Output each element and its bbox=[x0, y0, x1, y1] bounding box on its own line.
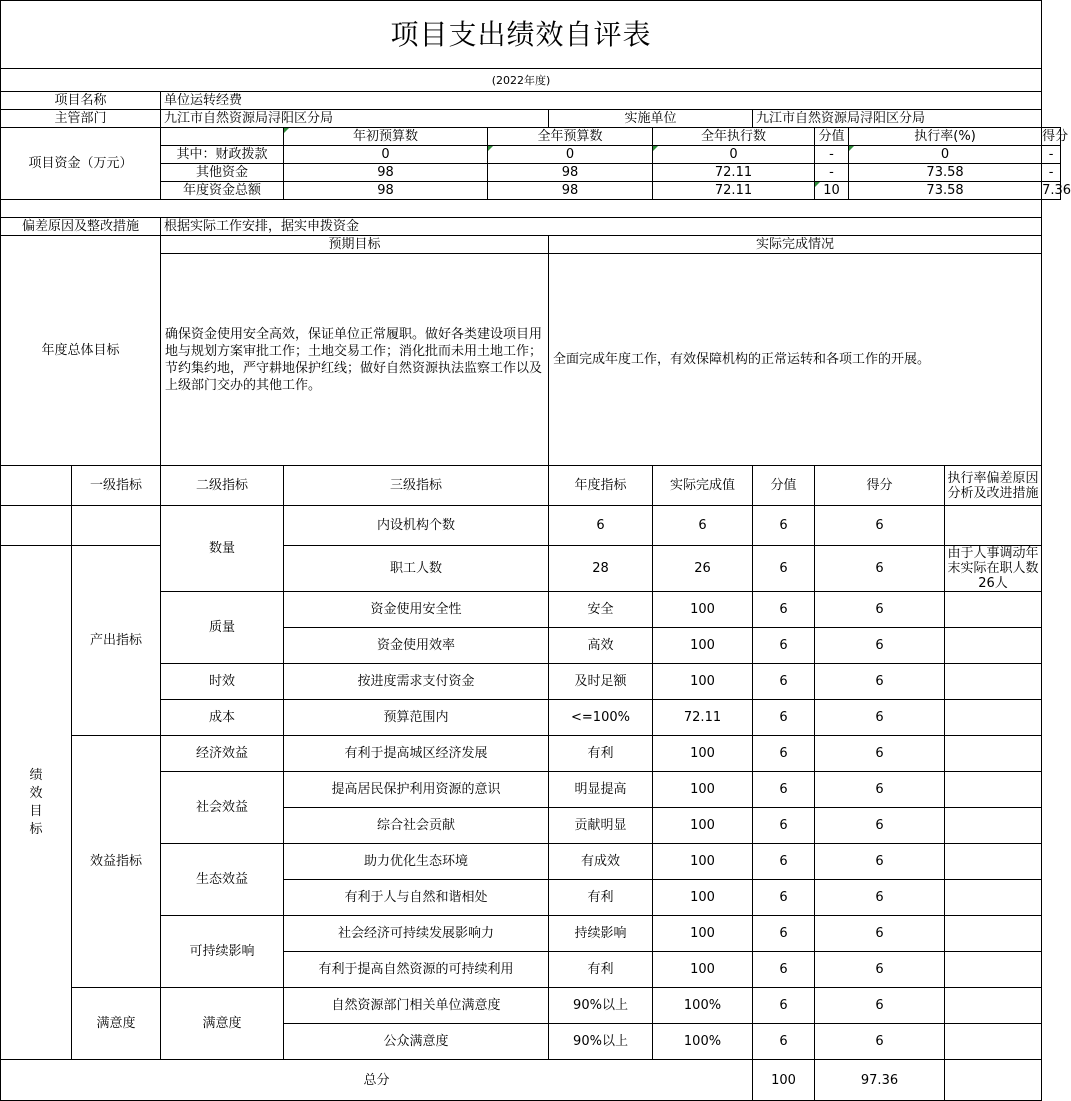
actual-value: 100% bbox=[653, 988, 753, 1024]
total-score: 100 bbox=[753, 1060, 815, 1101]
indicator-header-blank bbox=[1, 466, 72, 506]
annual-target: 及时足额 bbox=[549, 664, 653, 700]
annual-target: 高效 bbox=[549, 628, 653, 664]
funds-cell: 98 bbox=[284, 164, 488, 182]
total-got: 97.36 bbox=[815, 1060, 945, 1101]
indicator-header: 执行率偏差原因分析及改进措施 bbox=[945, 466, 1042, 506]
indicator-header: 实际完成值 bbox=[653, 466, 753, 506]
total-note bbox=[945, 1060, 1042, 1101]
deviation-note bbox=[945, 506, 1042, 546]
funds-cell: 72.11 bbox=[653, 182, 815, 200]
deviation-note: 由于人事调动年末实际在职人数26人 bbox=[945, 546, 1042, 592]
got-value: 6 bbox=[815, 546, 945, 592]
annual-target: 有利 bbox=[549, 952, 653, 988]
indicator-header: 三级指标 bbox=[284, 466, 549, 506]
actual-result-header: 实际完成情况 bbox=[549, 236, 1042, 254]
funds-row-label: 其中：财政拨款 bbox=[161, 146, 284, 164]
deviation-note bbox=[945, 808, 1042, 844]
got-value: 6 bbox=[815, 880, 945, 916]
spacer-row bbox=[1, 200, 1042, 218]
l3-label: 有利于提高城区经济发展 bbox=[284, 736, 549, 772]
score-value: 6 bbox=[753, 592, 815, 628]
score-value: 6 bbox=[753, 988, 815, 1024]
funds-cell: 0 bbox=[653, 146, 815, 164]
l2-quantity: 数量 bbox=[161, 506, 284, 592]
l3-label: 公众满意度 bbox=[284, 1024, 549, 1060]
actual-value: 100 bbox=[653, 664, 753, 700]
funds-cell: - bbox=[815, 164, 849, 182]
total-label: 总分 bbox=[1, 1060, 753, 1101]
l3-label: 社会经济可持续发展影响力 bbox=[284, 916, 549, 952]
funds-label: 项目资金（万元） bbox=[1, 128, 161, 200]
got-value: 6 bbox=[815, 628, 945, 664]
got-value: 6 bbox=[815, 592, 945, 628]
annual-target: 90%以上 bbox=[549, 988, 653, 1024]
l2-social: 社会效益 bbox=[161, 772, 284, 844]
deviation-note bbox=[945, 628, 1042, 664]
deviation-note bbox=[945, 772, 1042, 808]
score-value: 6 bbox=[753, 628, 815, 664]
annual-target: 28 bbox=[549, 546, 653, 592]
indicator-header: 得分 bbox=[815, 466, 945, 506]
deviation-note bbox=[945, 844, 1042, 880]
annual-target: 持续影响 bbox=[549, 916, 653, 952]
l1-satisfaction: 满意度 bbox=[72, 988, 161, 1060]
got-value: 6 bbox=[815, 506, 945, 546]
funds-header: 年初预算数 bbox=[284, 128, 488, 146]
funds-header: 执行率(%) bbox=[849, 128, 1042, 146]
funds-cell: - bbox=[815, 146, 849, 164]
got-value: 6 bbox=[815, 772, 945, 808]
annual-target: 有利 bbox=[549, 880, 653, 916]
score-value: 6 bbox=[753, 1024, 815, 1060]
funds-cell: 98 bbox=[488, 164, 653, 182]
funds-cell: - bbox=[1042, 164, 1061, 182]
l3-label: 提高居民保护利用资源的意识 bbox=[284, 772, 549, 808]
score-value: 6 bbox=[753, 546, 815, 592]
actual-value: 72.11 bbox=[653, 700, 753, 736]
l3-label: 职工人数 bbox=[284, 546, 549, 592]
deviation-note bbox=[945, 988, 1042, 1024]
score-value: 6 bbox=[753, 844, 815, 880]
score-value: 6 bbox=[753, 736, 815, 772]
project-name-label: 项目名称 bbox=[1, 92, 161, 110]
funds-row-label: 年度资金总额 bbox=[161, 182, 284, 200]
got-value: 6 bbox=[815, 700, 945, 736]
funds-header: 得分 bbox=[1042, 129, 1069, 144]
funds-cell: 98 bbox=[488, 182, 653, 200]
deviation-note bbox=[945, 592, 1042, 628]
l3-label: 资金使用效率 bbox=[284, 628, 549, 664]
funds-header-blank bbox=[161, 128, 284, 146]
score-value: 6 bbox=[753, 772, 815, 808]
indicator-header: 分值 bbox=[753, 466, 815, 506]
funds-cell: 0 bbox=[284, 146, 488, 164]
annual-target: 贡献明显 bbox=[549, 808, 653, 844]
l2-quality: 质量 bbox=[161, 592, 284, 664]
deviation-note bbox=[945, 880, 1042, 916]
expected-goal-header: 预期目标 bbox=[161, 236, 549, 254]
funds-cell: 0 bbox=[488, 146, 653, 164]
got-value: 6 bbox=[815, 736, 945, 772]
l3-label: 按进度需求支付资金 bbox=[284, 664, 549, 700]
l2-economic: 经济效益 bbox=[161, 736, 284, 772]
l1-output: 产出指标 bbox=[72, 546, 161, 736]
annual-target: 90%以上 bbox=[549, 1024, 653, 1060]
impl-value: 九江市自然资源局浔阳区分局 bbox=[753, 110, 1042, 128]
l3-label: 助力优化生态环境 bbox=[284, 844, 549, 880]
got-value: 6 bbox=[815, 988, 945, 1024]
l1-benefit: 效益指标 bbox=[72, 736, 161, 988]
page-title: 项目支出绩效自评表 bbox=[1, 1, 1042, 69]
l3-label: 资金使用安全性 bbox=[284, 592, 549, 628]
score-value: 6 bbox=[753, 700, 815, 736]
got-value: 6 bbox=[815, 844, 945, 880]
actual-value: 100 bbox=[653, 808, 753, 844]
annual-target: 有成效 bbox=[549, 844, 653, 880]
actual-result-text: 全面完成年度工作，有效保障机构的正常运转和各项工作的开展。 bbox=[549, 254, 1042, 466]
l3-label: 有利于人与自然和谐相处 bbox=[284, 880, 549, 916]
actual-value: 100 bbox=[653, 772, 753, 808]
funds-cell: - bbox=[1042, 146, 1061, 164]
l2-cost: 成本 bbox=[161, 700, 284, 736]
project-name: 单位运转经费 bbox=[161, 92, 1042, 110]
deviation-note bbox=[945, 664, 1042, 700]
score-value: 6 bbox=[753, 506, 815, 546]
deviation-value: 根据实际工作安排，据实申拨资金 bbox=[161, 218, 1042, 236]
funds-cell: 73.58 bbox=[849, 164, 1042, 182]
funds-cell: 72.11 bbox=[653, 164, 815, 182]
performance-target-label bbox=[1, 546, 72, 1060]
actual-value: 100 bbox=[653, 880, 753, 916]
got-value: 6 bbox=[815, 808, 945, 844]
dept-value: 九江市自然资源局浔阳区分局 bbox=[161, 110, 549, 128]
actual-value: 100 bbox=[653, 844, 753, 880]
l3-label: 内设机构个数 bbox=[284, 506, 549, 546]
performance-target-text: 绩效目标 bbox=[29, 767, 43, 837]
l3-label: 有利于提高自然资源的可持续利用 bbox=[284, 952, 549, 988]
deviation-label: 偏差原因及整改措施 bbox=[1, 218, 161, 236]
score-value: 6 bbox=[753, 916, 815, 952]
actual-value: 6 bbox=[653, 506, 753, 546]
funds-cell: 0 bbox=[849, 146, 1042, 164]
indicator-header: 一级指标 bbox=[72, 466, 161, 506]
funds-header: 分值 bbox=[815, 128, 849, 146]
funds-cell: 98 bbox=[284, 182, 488, 200]
annual-target: 有利 bbox=[549, 736, 653, 772]
funds-row-label: 其他资金 bbox=[161, 164, 284, 182]
actual-value: 100 bbox=[653, 736, 753, 772]
funds-header: 全年执行数 bbox=[653, 128, 815, 146]
deviation-note bbox=[945, 916, 1042, 952]
funds-cell: 10 bbox=[815, 182, 849, 200]
expected-goal-text: 确保资金使用安全高效，保证单位正常履职。做好各类建设项目用地与规划方案审批工作；土地交易工作；消化批而未用土地工作；节约集约地，严守耕地保护红线；做好自然资源执法监察工作以及上级部门交办的其他工作。 bbox=[161, 254, 549, 466]
score-value: 6 bbox=[753, 808, 815, 844]
actual-value: 100 bbox=[653, 916, 753, 952]
deviation-note bbox=[945, 952, 1042, 988]
annual-target: 明显提高 bbox=[549, 772, 653, 808]
funds-cell: 73.58 bbox=[849, 182, 1042, 200]
got-value: 6 bbox=[815, 664, 945, 700]
l2-satisfaction: 满意度 bbox=[161, 988, 284, 1060]
actual-value: 100 bbox=[653, 952, 753, 988]
score-value: 6 bbox=[753, 952, 815, 988]
got-value: 6 bbox=[815, 952, 945, 988]
deviation-note bbox=[945, 736, 1042, 772]
blank-cell bbox=[1, 506, 72, 546]
score-value: 6 bbox=[753, 880, 815, 916]
funds-header: 全年预算数 bbox=[488, 128, 653, 146]
annual-goal-label: 年度总体目标 bbox=[1, 236, 161, 466]
annual-target: 6 bbox=[549, 506, 653, 546]
annual-target: <=100% bbox=[549, 700, 653, 736]
l3-label: 综合社会贡献 bbox=[284, 808, 549, 844]
actual-value: 100 bbox=[653, 628, 753, 664]
dept-label: 主管部门 bbox=[1, 110, 161, 128]
deviation-note bbox=[945, 1024, 1042, 1060]
blank-cell bbox=[72, 506, 161, 546]
deviation-note bbox=[945, 700, 1042, 736]
actual-value: 100% bbox=[653, 1024, 753, 1060]
got-value: 6 bbox=[815, 1024, 945, 1060]
actual-value: 100 bbox=[653, 592, 753, 628]
annual-target: 安全 bbox=[549, 592, 653, 628]
actual-value: 26 bbox=[653, 546, 753, 592]
got-value: 6 bbox=[815, 916, 945, 952]
score-value: 6 bbox=[753, 664, 815, 700]
indicator-header: 二级指标 bbox=[161, 466, 284, 506]
indicator-header: 年度指标 bbox=[549, 466, 653, 506]
l2-timeliness: 时效 bbox=[161, 664, 284, 700]
funds-cell: 7.36 bbox=[1042, 183, 1071, 198]
l3-label: 自然资源部门相关单位满意度 bbox=[284, 988, 549, 1024]
l3-label: 预算范围内 bbox=[284, 700, 549, 736]
l2-sustainable: 可持续影响 bbox=[161, 916, 284, 988]
l2-ecological: 生态效益 bbox=[161, 844, 284, 916]
fiscal-year: (2022年度) bbox=[1, 69, 1042, 92]
impl-label: 实施单位 bbox=[549, 110, 753, 128]
